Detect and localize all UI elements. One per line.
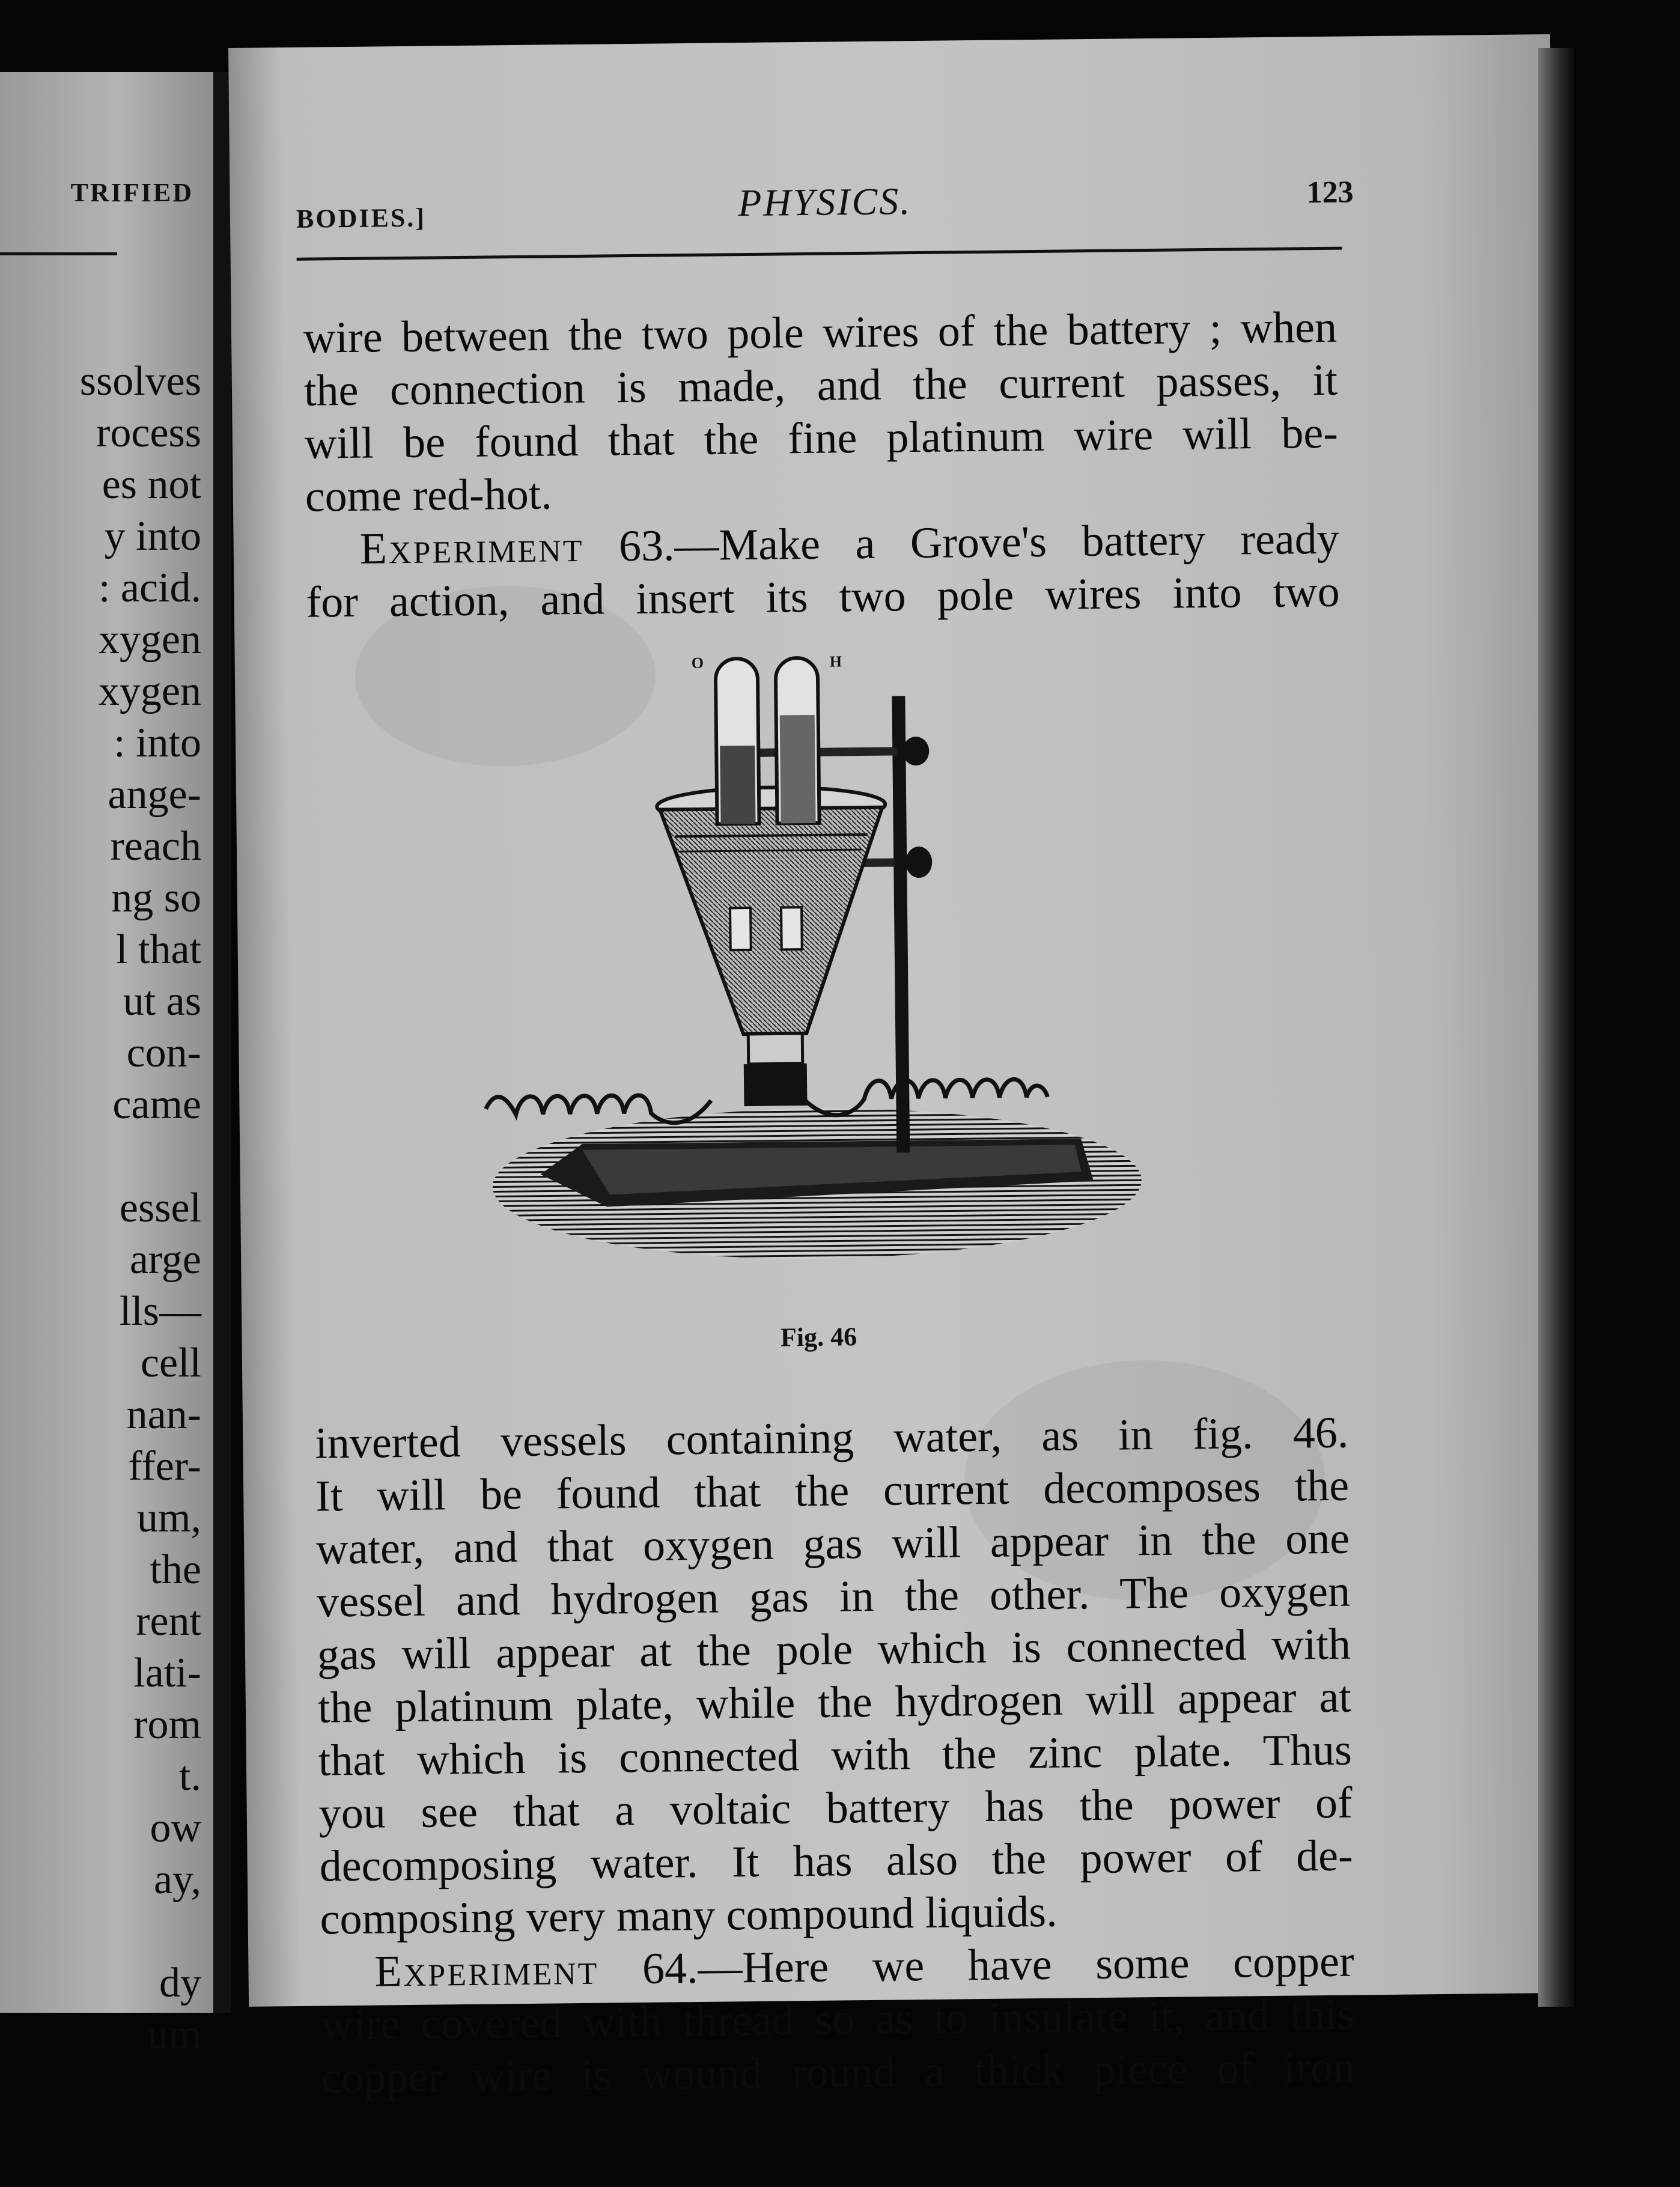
left-page-line: xygen — [98, 616, 201, 663]
figure-46 — [475, 639, 1155, 1352]
electrolysis-apparatus-illustration — [475, 639, 1155, 1319]
left-page-line: rom — [133, 1702, 201, 1748]
left-page-line: ow — [150, 1805, 201, 1851]
experiment-label: Experiment — [374, 1944, 599, 1997]
left-page-line: ffer- — [128, 1443, 201, 1489]
left-page-line: l that — [116, 926, 201, 973]
text-line: that which is connected with the zinc plate. Thus — [318, 1725, 1353, 1786]
text-line: the platinum plate, while the hydrogen will appear at — [317, 1672, 1352, 1733]
left-page-line: rent — [136, 1598, 201, 1644]
text-line: wire covered with thread so as to insulate it, and this — [321, 1989, 1355, 2050]
left-page-line: lls— — [119, 1288, 201, 1334]
left-running-head: TRIFIED — [70, 178, 193, 207]
tube-label-o: O — [691, 654, 704, 672]
funnel-body — [660, 808, 884, 1035]
book-gutter — [213, 72, 231, 2013]
upper-clamp — [746, 747, 896, 757]
text-line: you see that a voltaic battery has the power of — [318, 1778, 1353, 1839]
text-line: gas will appear at the pole which is connected with — [317, 1619, 1351, 1680]
left-page-line: xygen — [98, 668, 201, 714]
left-page-line: came — [112, 1081, 201, 1128]
book-page — [228, 34, 1571, 2103]
text-line: for action, and insert its two pole wires into two — [306, 567, 1341, 627]
text-line: water, and that oxygen gas will appear in the one — [315, 1513, 1350, 1574]
left-page-line: : into — [114, 720, 201, 766]
running-head-title: PHYSICS. — [737, 180, 912, 225]
experiment-label: Experiment — [359, 522, 584, 574]
experiment-63-text: 63.—Make a Grove's battery ready — [618, 514, 1340, 571]
left-page-line: arge — [129, 1236, 201, 1283]
header-rule — [297, 247, 1342, 261]
left-page-line: ay, — [153, 1857, 201, 1903]
left-page-line: ssolves — [79, 358, 201, 404]
left-page-line: ange- — [108, 771, 201, 818]
left-page-line: ng so — [111, 875, 201, 921]
left-page-line: rocess — [96, 410, 201, 456]
page-number: 123 — [1306, 175, 1354, 210]
text-line: inverted vessels containing water, as in fig. 46. — [314, 1408, 1349, 1468]
left-page-line: reach — [110, 823, 201, 869]
text-line: It will be found that the current decomposes the — [315, 1461, 1350, 1521]
text-line: will be found that the fine platinum wire will be- — [304, 408, 1339, 469]
left-page-line: : acid. — [98, 565, 201, 611]
left-page-line: lati- — [133, 1650, 201, 1696]
left-page-line: the — [150, 1547, 201, 1593]
left-page-line: y into — [104, 513, 201, 559]
running-head-section: BODIES.] — [296, 202, 427, 234]
text-line: decomposing water. It has also the power of de- — [319, 1831, 1354, 1891]
text-line: wire between the two pole wires of the battery ; when — [303, 302, 1338, 363]
text-block-bottom — [315, 1407, 1356, 2105]
left-page-line: nan- — [126, 1392, 201, 1438]
left-page-line: es not — [102, 461, 201, 508]
left-page-line: cell — [140, 1340, 201, 1386]
cork-stopper — [744, 1063, 808, 1106]
left-page-line: um, — [137, 1495, 201, 1541]
text-line: come red-hot. — [305, 469, 553, 522]
left-header-rule — [0, 252, 117, 255]
text-line: the connection is made, and the current passes, it — [303, 355, 1338, 416]
text-line: vessel and hydrogen gas in the other. The oxygen — [316, 1566, 1351, 1627]
text-line: copper wire is wound round a thick piece of iron — [321, 2042, 1356, 2103]
left-page-line: con- — [126, 1030, 201, 1076]
page-edge — [1538, 48, 1574, 2007]
text-block-top — [303, 301, 1340, 629]
tube-label-h: H — [829, 652, 842, 671]
left-page-line: t. — [179, 1753, 201, 1799]
left-page-line: dy — [159, 1960, 201, 2006]
left-page-line: ut as — [123, 978, 201, 1024]
left-page-line: um — [147, 2012, 201, 2058]
experiment-64-text: 64.—Here we have some copper — [642, 1936, 1354, 1994]
left-page-line: essel — [119, 1185, 201, 1231]
left-page-fragment — [0, 72, 213, 2058]
figure-caption: Fig. 46 — [780, 1322, 857, 1352]
running-head — [296, 174, 1354, 239]
text-line: composing very many compound liquids. — [320, 1887, 1058, 1944]
